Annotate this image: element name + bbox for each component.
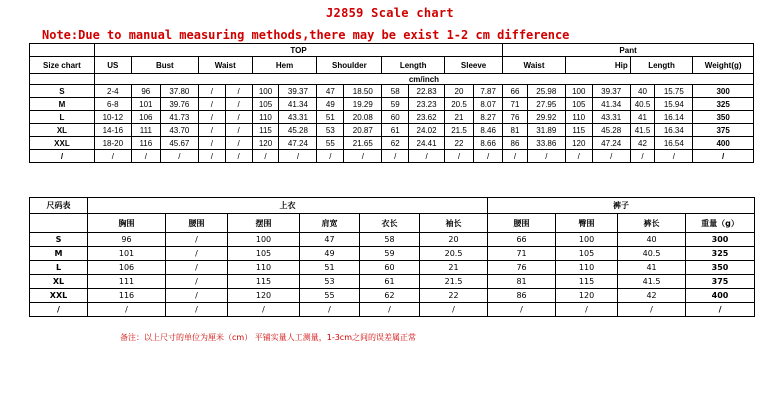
weight-cell: 400 (686, 289, 755, 303)
value-cell: / (166, 289, 228, 303)
value-cell: 22 (420, 289, 488, 303)
value-cell: / (592, 150, 630, 163)
measurement-note: Note:Due to manual measuring methods,there may be exist 1-2 cm difference (42, 28, 570, 42)
value-cell: 55 (300, 289, 360, 303)
value-cell: 25.98 (527, 85, 565, 98)
value-cell: 81 (488, 275, 556, 289)
table-row (30, 98, 754, 111)
value-cell: 41.34 (592, 98, 630, 111)
value-cell: 101 (88, 247, 166, 261)
value-cell: / (198, 98, 225, 111)
value-cell: 47 (300, 233, 360, 247)
value-cell: 66 (503, 85, 528, 98)
value-cell: 47.24 (279, 137, 317, 150)
value-cell: 58 (382, 85, 409, 98)
value-cell: 116 (131, 137, 160, 150)
value-cell: 59 (382, 98, 409, 111)
value-cell: / (409, 150, 445, 163)
value-cell: / (360, 303, 420, 317)
value-cell: / (618, 303, 686, 317)
cn-col-pant-waist: 腰围 (488, 214, 556, 233)
cn-col-length: 衣长 (360, 214, 420, 233)
table-row (30, 275, 755, 289)
size-cell: / (30, 303, 88, 317)
value-cell: 53 (317, 124, 344, 137)
value-cell: / (300, 303, 360, 317)
cn-col-weight: 重量（g） (686, 214, 755, 233)
table-row (30, 261, 755, 275)
cn-measurement-note: 备注：以上尺寸的单位为厘米（cm） 平铺实量人工测量，1-3cm之间的误差属正常 (120, 333, 416, 342)
value-cell: / (228, 303, 300, 317)
value-cell: 16.14 (655, 111, 693, 124)
value-cell: 41.34 (279, 98, 317, 111)
value-cell: 21.5 (420, 275, 488, 289)
value-cell: 41 (630, 111, 655, 124)
cn-col-bust: 胸围 (88, 214, 166, 233)
value-cell: 22 (444, 137, 473, 150)
value-cell: 39.37 (592, 85, 630, 98)
value-cell: 19.29 (344, 98, 382, 111)
size-chart-label: Size chart (30, 57, 95, 74)
value-cell: 111 (131, 124, 160, 137)
value-cell: 27.95 (527, 98, 565, 111)
value-cell: 15.75 (655, 85, 693, 98)
value-cell: / (198, 85, 225, 98)
value-cell: 18-20 (94, 137, 131, 150)
value-cell: 16.34 (655, 124, 693, 137)
value-cell: 22.83 (409, 85, 445, 98)
value-cell: 66 (488, 233, 556, 247)
value-cell: 110 (556, 261, 618, 275)
table-row (30, 137, 754, 150)
value-cell: / (444, 150, 473, 163)
value-cell: 41.73 (160, 111, 198, 124)
value-cell: 37.80 (160, 85, 198, 98)
value-cell: 110 (228, 261, 300, 275)
value-cell: 71 (503, 98, 528, 111)
value-cell: 115 (565, 124, 592, 137)
value-cell: 41.5 (618, 275, 686, 289)
value-cell: 62 (382, 137, 409, 150)
value-cell: / (382, 150, 409, 163)
cn-col-hem: 摆围 (228, 214, 300, 233)
size-chart-table-english (29, 43, 754, 163)
value-cell: 39.37 (279, 85, 317, 98)
value-cell: 120 (228, 289, 300, 303)
value-cell: / (198, 124, 225, 137)
weight-cell: 350 (686, 261, 755, 275)
weight-cell: 375 (693, 124, 754, 137)
value-cell: / (160, 150, 198, 163)
value-cell: / (527, 150, 565, 163)
value-cell: 8.27 (474, 111, 503, 124)
value-cell: 71 (488, 247, 556, 261)
chart-title: J2859 Scale chart (326, 6, 454, 20)
value-cell: / (565, 150, 592, 163)
value-cell: 120 (252, 137, 279, 150)
value-cell: 100 (565, 85, 592, 98)
value-cell: 115 (252, 124, 279, 137)
size-cell: XL (30, 275, 88, 289)
col-pant-length: Length (630, 57, 693, 74)
value-cell: / (225, 85, 252, 98)
size-chart-table-chinese (29, 197, 755, 317)
cn-size-label: 尺码表 (30, 198, 88, 214)
value-cell: 40.5 (630, 98, 655, 111)
value-cell: / (630, 150, 655, 163)
value-cell: 61 (382, 124, 409, 137)
value-cell: 43.70 (160, 124, 198, 137)
value-cell: 47.24 (592, 137, 630, 150)
value-cell: 14-16 (94, 124, 131, 137)
value-cell: 51 (317, 111, 344, 124)
value-cell: / (488, 303, 556, 317)
value-cell: / (225, 124, 252, 137)
size-cell: L (30, 261, 88, 275)
value-cell: 62 (360, 289, 420, 303)
table-row (30, 289, 755, 303)
value-cell: 76 (488, 261, 556, 275)
table-row (30, 303, 755, 317)
col-hem: Hem (252, 57, 317, 74)
value-cell: 105 (556, 247, 618, 261)
value-cell: 96 (131, 85, 160, 98)
value-cell: 101 (131, 98, 160, 111)
value-cell: 7.87 (474, 85, 503, 98)
value-cell: / (225, 137, 252, 150)
weight-cell: 325 (686, 247, 755, 261)
value-cell: / (225, 111, 252, 124)
value-cell: 8.66 (474, 137, 503, 150)
value-cell: 100 (252, 85, 279, 98)
col-shoulder: Shoulder (317, 57, 382, 74)
value-cell: 20.87 (344, 124, 382, 137)
value-cell: 86 (503, 137, 528, 150)
value-cell: / (166, 303, 228, 317)
value-cell: 115 (556, 275, 618, 289)
value-cell: 2-4 (94, 85, 131, 98)
weight-cell: 350 (693, 111, 754, 124)
col-us: US (94, 57, 131, 74)
value-cell: 20 (444, 85, 473, 98)
value-cell: 23.62 (409, 111, 445, 124)
size-cell: XXL (30, 289, 88, 303)
value-cell: / (279, 150, 317, 163)
value-cell: 29.92 (527, 111, 565, 124)
col-bust: Bust (131, 57, 198, 74)
value-cell: / (131, 150, 160, 163)
col-sleeve: Sleeve (444, 57, 502, 74)
value-cell: 40 (618, 233, 686, 247)
value-cell: / (198, 150, 225, 163)
weight-cell: 400 (693, 137, 754, 150)
cn-pant-group-label: 裤子 (488, 198, 755, 214)
value-cell: / (225, 98, 252, 111)
value-cell: / (166, 261, 228, 275)
col-weight: Weight(g) (693, 57, 754, 74)
value-cell: 18.50 (344, 85, 382, 98)
value-cell: / (166, 233, 228, 247)
value-cell: 21.65 (344, 137, 382, 150)
size-cell: M (30, 98, 95, 111)
size-cell: L (30, 111, 95, 124)
value-cell: 42 (618, 289, 686, 303)
value-cell: 40 (630, 85, 655, 98)
value-cell: 60 (360, 261, 420, 275)
size-cell: M (30, 247, 88, 261)
value-cell: / (317, 150, 344, 163)
value-cell: 86 (488, 289, 556, 303)
value-cell: / (503, 150, 528, 163)
value-cell: 120 (565, 137, 592, 150)
cn-col-sleeve: 袖长 (420, 214, 488, 233)
value-cell: / (556, 303, 618, 317)
table-row (30, 247, 755, 261)
value-cell: 15.94 (655, 98, 693, 111)
weight-cell: / (686, 303, 755, 317)
value-cell: 81 (503, 124, 528, 137)
value-cell: 49 (317, 98, 344, 111)
value-cell: 39.76 (160, 98, 198, 111)
col-hip: Hip (565, 57, 630, 74)
value-cell: 45.28 (279, 124, 317, 137)
size-cell: S (30, 85, 95, 98)
value-cell: 20 (420, 233, 488, 247)
size-cell: XL (30, 124, 95, 137)
value-cell: 23.23 (409, 98, 445, 111)
size-cell: / (30, 150, 95, 163)
value-cell: 110 (252, 111, 279, 124)
value-cell: 96 (88, 233, 166, 247)
value-cell: 33.86 (527, 137, 565, 150)
value-cell: / (198, 137, 225, 150)
weight-cell: / (693, 150, 754, 163)
value-cell: 111 (88, 275, 166, 289)
weight-cell: 375 (686, 275, 755, 289)
value-cell: 41.5 (630, 124, 655, 137)
value-cell: 61 (360, 275, 420, 289)
table-row (30, 111, 754, 124)
value-cell: 53 (300, 275, 360, 289)
value-cell: 100 (556, 233, 618, 247)
value-cell: 8.46 (474, 124, 503, 137)
value-cell: 51 (300, 261, 360, 275)
value-cell: / (225, 150, 252, 163)
value-cell: 41 (618, 261, 686, 275)
value-cell: 105 (565, 98, 592, 111)
weight-cell: 325 (693, 98, 754, 111)
table-row (30, 124, 754, 137)
col-waist: Waist (198, 57, 252, 74)
cn-col-hip: 臀围 (556, 214, 618, 233)
value-cell: 43.31 (592, 111, 630, 124)
value-cell: 116 (88, 289, 166, 303)
cn-top-group-label: 上衣 (88, 198, 488, 214)
value-cell: 16.54 (655, 137, 693, 150)
weight-cell: 300 (693, 85, 754, 98)
value-cell: / (420, 303, 488, 317)
value-cell: 31.89 (527, 124, 565, 137)
value-cell: 115 (228, 275, 300, 289)
value-cell: 45.28 (592, 124, 630, 137)
value-cell: 20.08 (344, 111, 382, 124)
value-cell: / (198, 111, 225, 124)
value-cell: 100 (228, 233, 300, 247)
value-cell: 106 (88, 261, 166, 275)
value-cell: 20.5 (420, 247, 488, 261)
value-cell: 8.07 (474, 98, 503, 111)
unit-label: cm/inch (94, 74, 753, 85)
value-cell: 55 (317, 137, 344, 150)
col-length: Length (382, 57, 445, 74)
value-cell: / (474, 150, 503, 163)
value-cell: / (252, 150, 279, 163)
value-cell: 47 (317, 85, 344, 98)
pant-group-label: Pant (503, 44, 754, 57)
value-cell: 60 (382, 111, 409, 124)
value-cell: 20.5 (444, 98, 473, 111)
table-row (30, 233, 755, 247)
value-cell: 24.02 (409, 124, 445, 137)
cn-col-waist: 腰围 (166, 214, 228, 233)
value-cell: 49 (300, 247, 360, 261)
top-group-label: TOP (94, 44, 502, 57)
value-cell: 120 (556, 289, 618, 303)
value-cell: 21 (444, 111, 473, 124)
value-cell: 105 (228, 247, 300, 261)
value-cell: 59 (360, 247, 420, 261)
size-cell: XXL (30, 137, 95, 150)
weight-cell: 300 (686, 233, 755, 247)
value-cell: / (94, 150, 131, 163)
value-cell: 10-12 (94, 111, 131, 124)
col-pant-waist: Waist (503, 57, 566, 74)
value-cell: 24.41 (409, 137, 445, 150)
value-cell: / (88, 303, 166, 317)
value-cell: 110 (565, 111, 592, 124)
value-cell: 42 (630, 137, 655, 150)
value-cell: 21.5 (444, 124, 473, 137)
value-cell: / (166, 275, 228, 289)
cn-col-pant-length: 裤长 (618, 214, 686, 233)
cn-col-shoulder: 肩宽 (300, 214, 360, 233)
value-cell: 58 (360, 233, 420, 247)
value-cell: / (166, 247, 228, 261)
value-cell: 43.31 (279, 111, 317, 124)
table-row (30, 150, 754, 163)
value-cell: 6-8 (94, 98, 131, 111)
value-cell: 76 (503, 111, 528, 124)
table-row (30, 85, 754, 98)
value-cell: 45.67 (160, 137, 198, 150)
value-cell: / (655, 150, 693, 163)
value-cell: / (344, 150, 382, 163)
value-cell: 40.5 (618, 247, 686, 261)
value-cell: 21 (420, 261, 488, 275)
value-cell: 105 (252, 98, 279, 111)
size-cell: S (30, 233, 88, 247)
value-cell: 106 (131, 111, 160, 124)
